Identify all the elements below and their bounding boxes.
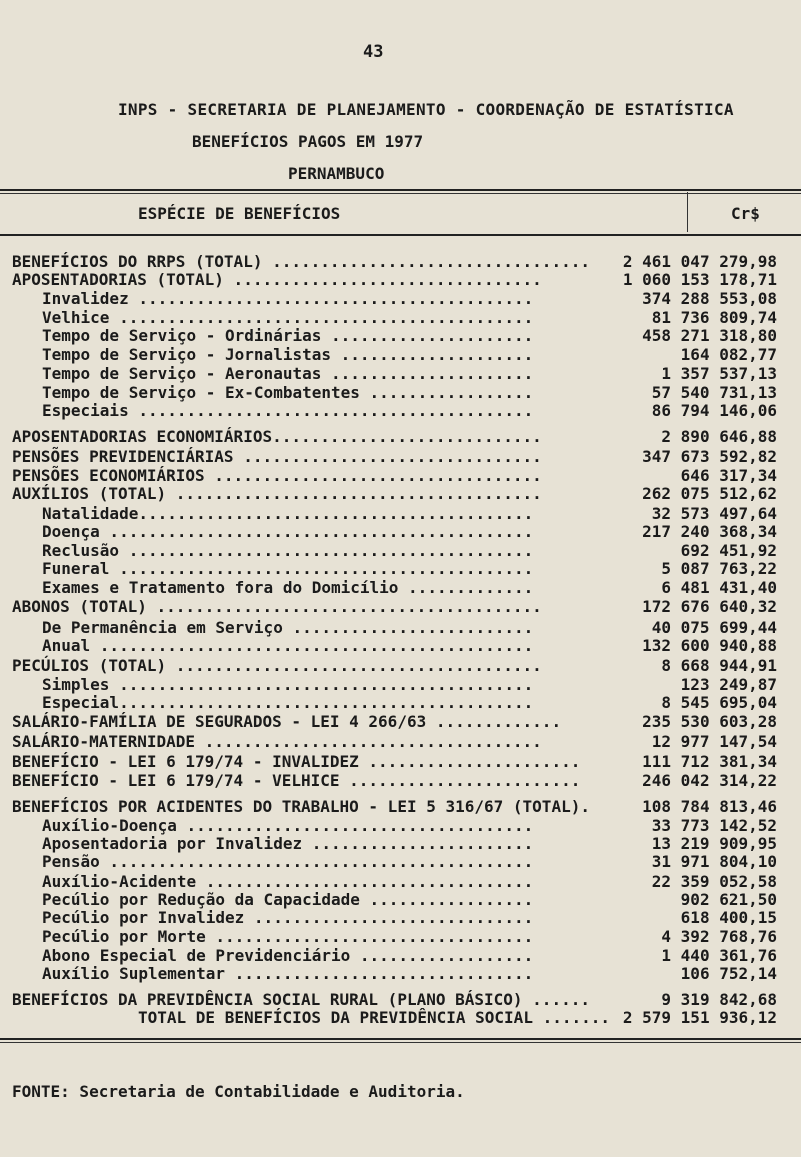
row-value: 164 082,77 <box>680 345 777 365</box>
row-value: 4 392 768,76 <box>661 926 777 946</box>
row-value: 246 042 314,22 <box>642 771 777 791</box>
row-value: 692 451,92 <box>680 540 777 560</box>
row-label: Doença ............................................ <box>42 522 534 542</box>
row-value: 8 545 695,04 <box>661 693 777 712</box>
row-value: 32 573 497,64 <box>651 504 777 523</box>
row-value: 902 621,50 <box>680 889 777 909</box>
row-value: 8 668 944,91 <box>661 655 777 675</box>
row-label: Auxílio-Doença .................................... <box>42 815 534 835</box>
row-value: 22 359 052,58 <box>651 871 777 891</box>
table-row <box>0 1008 801 1030</box>
row-label: SALÁRIO-FAMÍLIA DE SEGURADOS - LEI 4 266/63 ............. <box>12 712 562 732</box>
table-row <box>0 597 801 619</box>
row-value: 123 249,87 <box>680 674 777 694</box>
row-label: Anual ............................................. <box>42 636 534 656</box>
row-value: 217 240 368,34 <box>642 522 777 542</box>
table-row <box>0 712 801 734</box>
row-label: Abono Especial de Previdenciário .................. <box>42 945 534 965</box>
row-value: 9 319 842,68 <box>661 989 777 1009</box>
row-label: BENEFÍCIOS POR ACIDENTES DO TRABALHO - LEI 5 316/67 (TOTAL). <box>12 796 590 816</box>
row-value: 1 060 153 178,71 <box>622 270 777 290</box>
row-label: Funeral ........................................... <box>42 559 534 579</box>
row-label: Exames e Tratamento fora do Domicílio ............. <box>42 578 534 598</box>
row-label: BENEFÍCIO - LEI 6 179/74 - VELHICE ........................ <box>12 771 581 791</box>
row-value: 262 075 512,62 <box>642 484 777 504</box>
row-value: 6 481 431,40 <box>661 578 777 598</box>
table-row <box>0 401 801 423</box>
row-value: 31 971 804,10 <box>651 852 777 872</box>
report-subtitle: BENEFÍCIOS PAGOS EM 1977 <box>192 132 424 151</box>
source-note: FONTE: Secretaria de Contabilidade e Auditoria. <box>12 1082 465 1101</box>
row-label: Velhice ........................................... <box>42 307 534 327</box>
row-label: TOTAL DE BENEFÍCIOS DA PREVIDÊNCIA SOCIAL ....... <box>138 1008 611 1027</box>
row-value: 1 357 537,13 <box>661 363 777 383</box>
row-value: 458 271 318,80 <box>642 326 777 346</box>
row-value: 81 736 809,74 <box>651 307 777 327</box>
bottom-rule-inner <box>0 1042 801 1043</box>
row-label: Invalidez ......................................... <box>42 289 534 309</box>
row-label: BENEFÍCIOS DA PREVIDÊNCIA SOCIAL RURAL (PLANO BÁSICO) ...... <box>12 989 590 1009</box>
row-label: Pecúlio por Morte ................................. <box>42 926 534 946</box>
row-label: Simples ........................................... <box>42 674 534 694</box>
row-label: AUXÍLIOS (TOTAL) ...................................... <box>12 484 542 504</box>
row-label: Pensão ............................................ <box>42 852 534 872</box>
row-value: 33 773 142,52 <box>651 815 777 835</box>
row-label: Natalidade......................................... <box>42 504 534 523</box>
row-label: ABONOS (TOTAL) ........................................ <box>12 597 542 617</box>
column-header-species: ESPÉCIE DE BENEFÍCIOS <box>138 204 341 223</box>
column-header-currency: Cr$ <box>731 204 760 223</box>
table-row <box>0 964 801 986</box>
row-value: 172 676 640,32 <box>642 597 777 617</box>
row-value: 86 794 146,06 <box>651 401 777 421</box>
row-label: APOSENTADORIAS ECONOMIÁRIOS............................ <box>12 426 542 446</box>
row-value: 13 219 909,95 <box>651 834 777 854</box>
row-value: 40 075 699,44 <box>651 618 777 638</box>
row-label: Auxílio Suplementar ............................... <box>42 964 534 984</box>
row-label: Auxílio-Acidente .................................. <box>42 871 534 891</box>
row-label: Tempo de Serviço - Ex-Combatentes ................. <box>42 382 534 402</box>
row-value: 57 540 731,13 <box>651 382 777 402</box>
row-value: 132 600 940,88 <box>642 636 777 656</box>
row-value: 2 890 646,88 <box>661 426 777 446</box>
row-value: 2 579 151 936,12 <box>622 1008 777 1027</box>
row-label: Tempo de Serviço - Aeronautas ..................... <box>42 363 534 383</box>
row-value: 374 288 553,08 <box>642 289 777 309</box>
page-number: 43 <box>363 42 384 62</box>
row-label: BENEFÍCIOS DO RRPS (TOTAL) ................................. <box>12 252 590 271</box>
table-row <box>0 771 801 793</box>
row-label: Tempo de Serviço - Jornalistas .................... <box>42 345 534 365</box>
row-label: Especial........................................... <box>42 693 534 712</box>
report-region: PERNAMBUCO <box>288 164 385 183</box>
row-value: 618 400,15 <box>680 908 777 928</box>
row-value: 2 461 047 279,98 <box>622 252 777 271</box>
row-label: Pecúlio por Invalidez ............................. <box>42 908 534 928</box>
row-value: 108 784 813,46 <box>642 796 777 816</box>
row-value: 5 087 763,22 <box>661 559 777 579</box>
report-title: INPS - SECRETARIA DE PLANEJAMENTO - COORDENAÇÃO DE ESTATÍSTICA <box>118 100 734 119</box>
row-label: Especiais ......................................... <box>42 401 534 421</box>
row-label: BENEFÍCIO - LEI 6 179/74 - INVALIDEZ ...................... <box>12 752 581 771</box>
row-value: 235 530 603,28 <box>642 712 777 732</box>
row-label: APOSENTADORIAS (TOTAL) ................................ <box>12 270 542 290</box>
table-row <box>0 732 801 754</box>
row-value: 646 317,34 <box>680 465 777 485</box>
row-value: 1 440 361,76 <box>661 945 777 965</box>
row-label: Pecúlio por Redução da Capacidade ................. <box>42 889 534 909</box>
row-label: Reclusão .......................................... <box>42 540 534 560</box>
row-value: 12 977 147,54 <box>651 732 777 752</box>
bottom-rule <box>0 1038 801 1040</box>
row-label: SALÁRIO-MATERNIDADE ................................... <box>12 732 542 752</box>
row-value: 106 752,14 <box>680 964 777 984</box>
row-value: 111 712 381,34 <box>642 752 777 771</box>
row-label: PENSÕES PREVIDENCIÁRIAS ............................... <box>12 446 542 466</box>
table-row <box>0 427 801 449</box>
table-row <box>0 484 801 506</box>
row-label: PENSÕES ECONOMIÁRIOS .................................. <box>12 465 542 485</box>
row-value: 347 673 592,82 <box>642 446 777 466</box>
row-label: Tempo de Serviço - Ordinárias ..................... <box>42 326 534 346</box>
row-label: De Permanência em Serviço ......................... <box>42 618 534 638</box>
row-label: PECÚLIOS (TOTAL) ...................................... <box>12 655 542 675</box>
row-label: Aposentadoria por Invalidez ....................... <box>42 834 534 854</box>
